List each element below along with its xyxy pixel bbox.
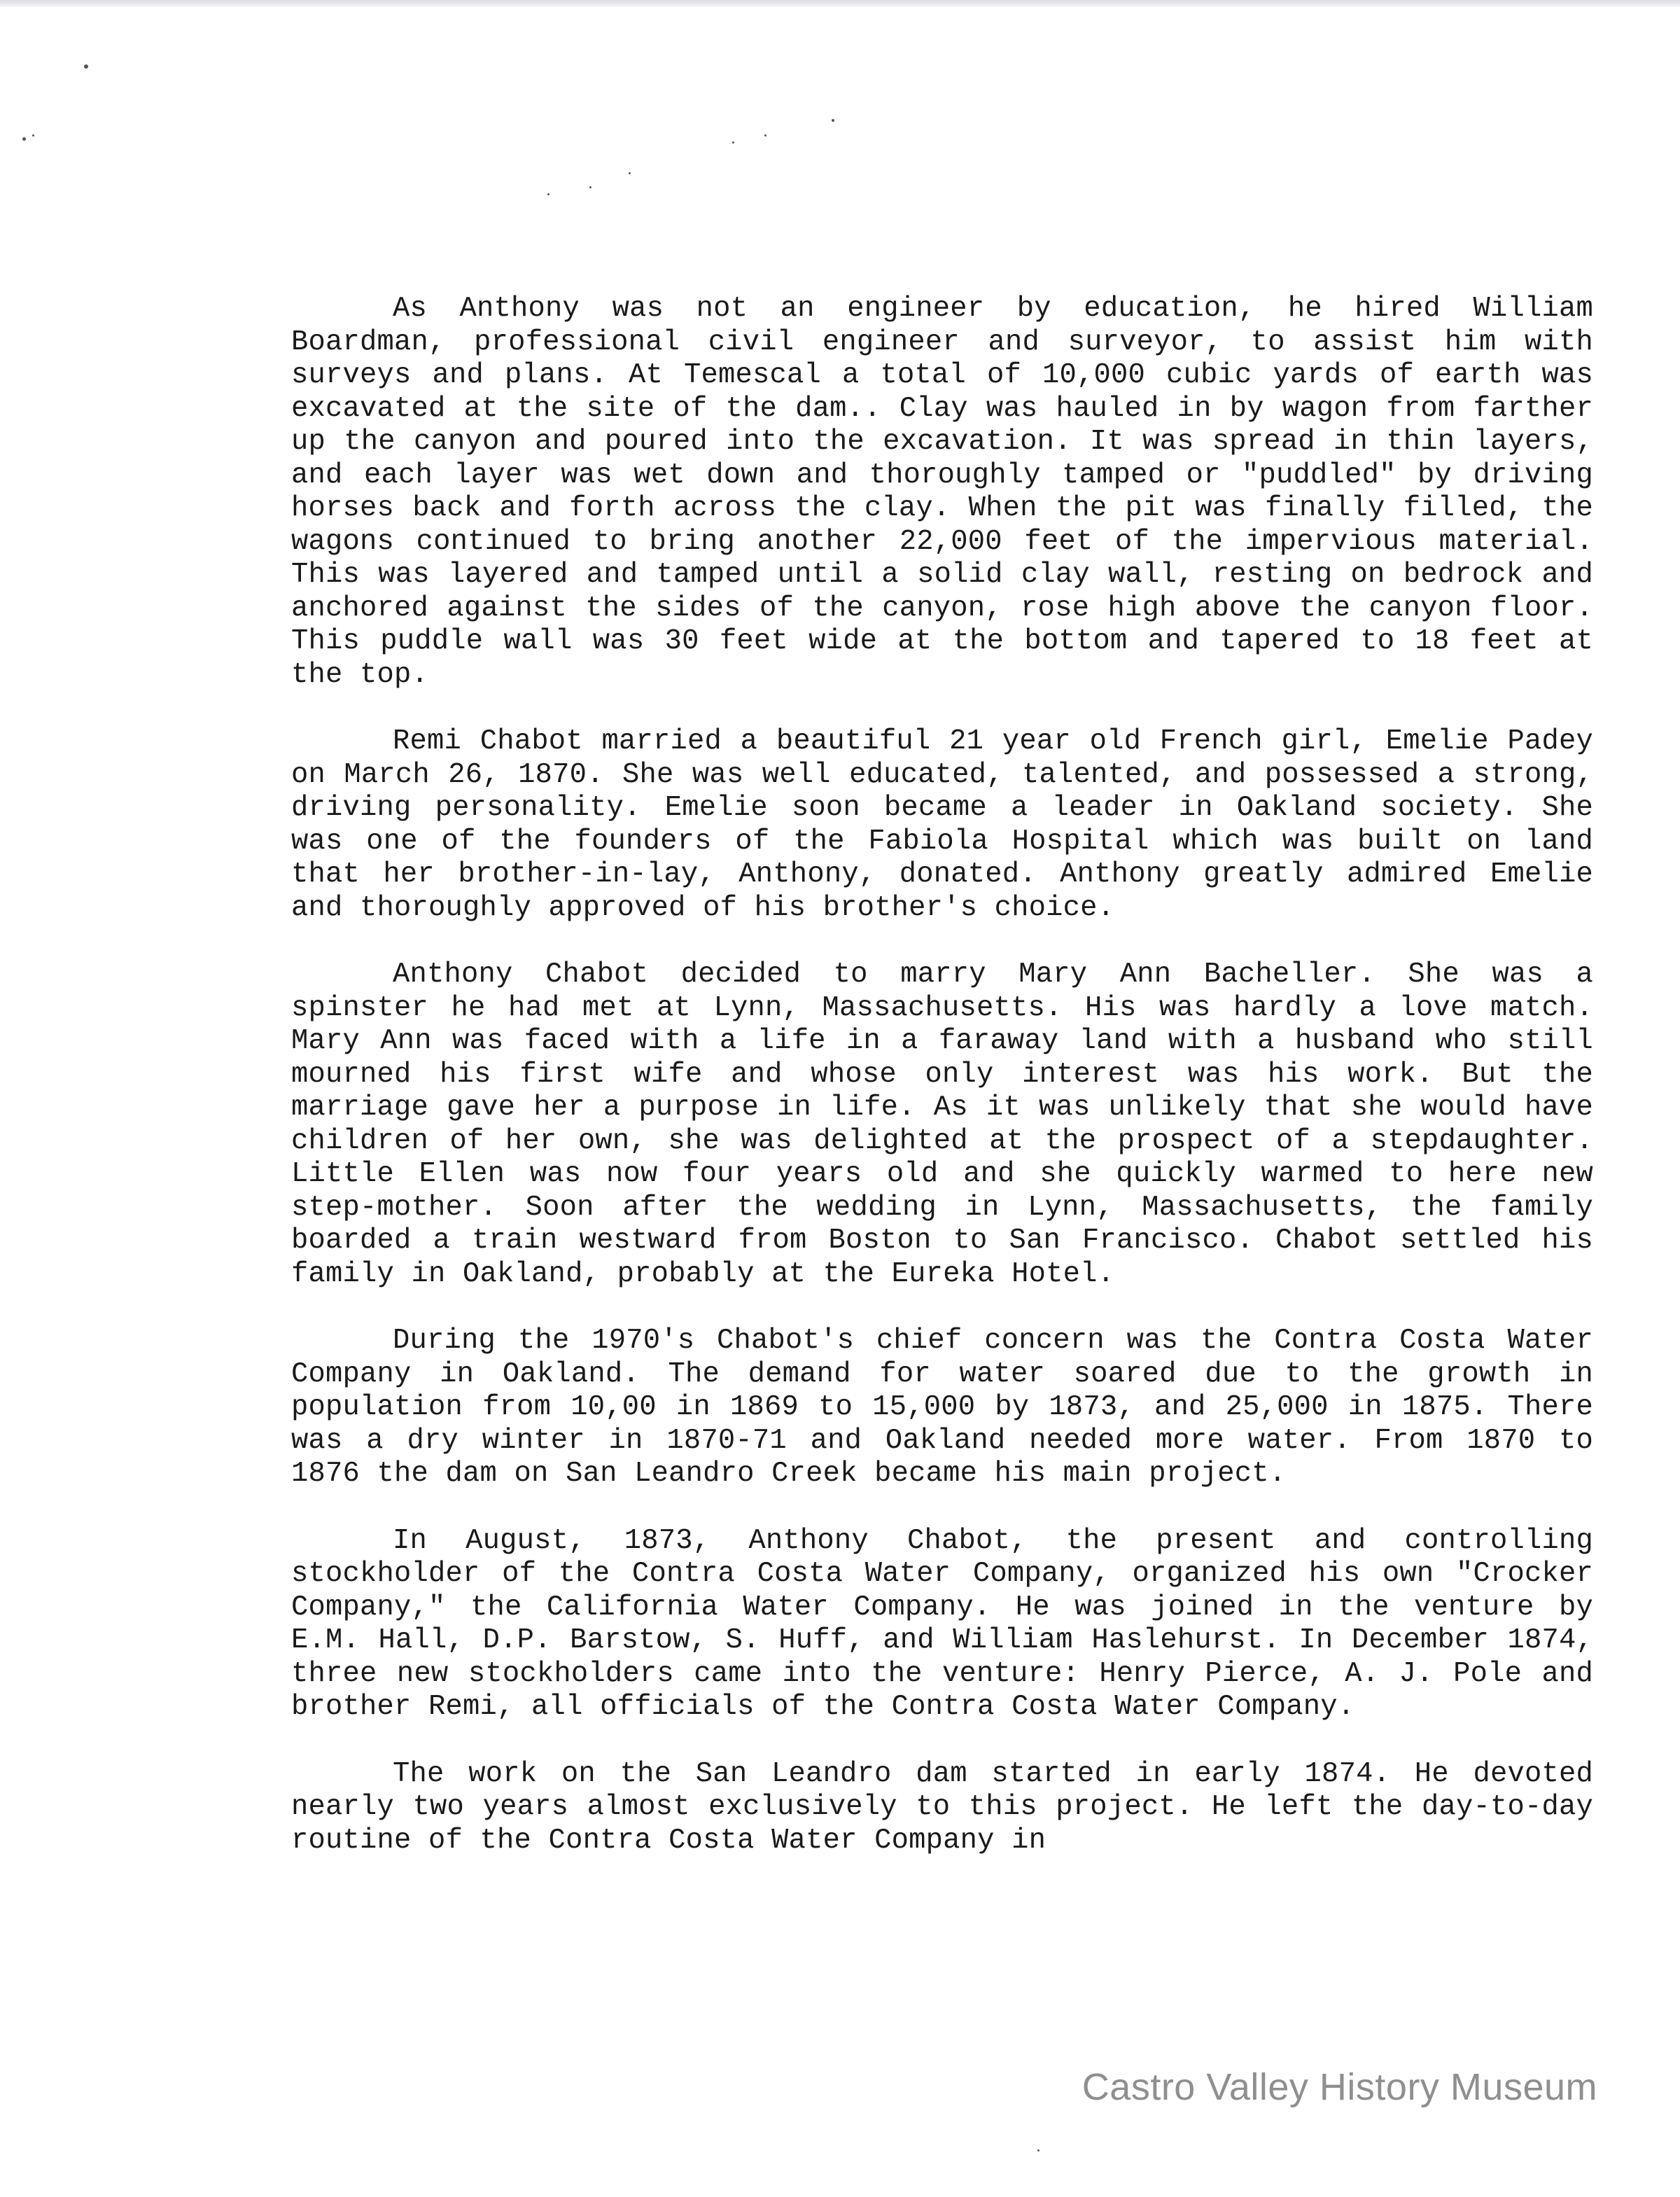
scan-speck bbox=[84, 64, 88, 69]
scan-top-edge bbox=[0, 0, 1680, 7]
paragraph-temescal-dam: As Anthony was not an engineer by education, he hired William Boardman, professional civil engineer and surveyor, to assist him with surveys and plans. At Temescal a total of 10,000 cubic yards of earth was excavated at the site of the dam.. Clay was hauled in by wagon from farther up the canyon and poured into the excavation. It was spread in thin layers, and each layer was wet down and thoroughly tamped or "puddled" by driving horses back and forth across the clay. When the pit was finally filled, the wagons continued to bring another 22,000 feet of the impervious material. This was layered and tamped until a solid clay wall, resting on bedrock and anchored against the sides of the canyon, rose high above the canyon floor. This puddle wall was 30 feet wide at the bottom and tapered to 18 feet at the top. bbox=[291, 293, 1593, 691]
scan-speck bbox=[732, 141, 734, 144]
scan-speck bbox=[589, 186, 592, 188]
paragraph-water-company: During the 1970's Chabot's chief concern was the Contra Costa Water Company in Oakland. The demand for water soared due to the growth in population from 10,00 in 1869 to 15,000 by 1873, and 25,000 in 1875. There was a dry winter in 1870-71 and Oakland needed more water. From 1870 to 1876 the dam on San Leandro Creek became his main project. bbox=[291, 1325, 1593, 1490]
museum-watermark: Castro Valley History Museum bbox=[1082, 2066, 1597, 2108]
scan-speck bbox=[32, 134, 34, 137]
typed-page-body bbox=[291, 293, 1593, 1857]
scan-speck bbox=[832, 119, 834, 122]
scan-speck bbox=[547, 193, 550, 195]
scan-speck bbox=[1037, 2149, 1040, 2151]
paragraph-remi-marriage: Remi Chabot married a beautiful 21 year old French girl, Emelie Padey on March 26, 1870. She was well educated, talented, and possessed a strong, driving personality. Emelie soon became a leader in Oakland society. She was one of the founders of the Fabiola Hospital which was built on land that her brother-in-lay, Anthony, donated. Anthony greatly admired Emelie and thoroughly approved of his brother's choice. bbox=[291, 725, 1593, 924]
paragraph-san-leandro-dam: The work on the San Leandro dam started in early 1874. He devoted nearly two years almost exclusively to this project. He left the day-to-day routine of the Contra Costa Water Company in bbox=[291, 1757, 1593, 1857]
paragraph-california-water-company: In August, 1873, Anthony Chabot, the present and controlling stockholder of the Contra Costa Water Company, organized his own "Crocker Company," the California Water Company. He was joined in the venture by E.M. Hall, D.P. Barstow, S. Huff, and William Haslehurst. In December 1874, three new stockholders came into the venture: Henry Pierce, A. J. Pole and brother Remi, all officials of the Contra Costa Water Company. bbox=[291, 1524, 1593, 1723]
scan-speck bbox=[22, 137, 26, 141]
paragraph-anthony-marriage: Anthony Chabot decided to marry Mary Ann Bacheller. She was a spinster he had met at Lynn, Massachusetts. His was hardly a love match. Mary Ann was faced with a life in a faraway land with a husband who still mourned his first wife and whose only interest was his work. But the marriage gave her a purpose in life. As it was unlikely that she would have children of her own, she was delighted at the prospect of a stepdaughter. Little Ellen was now four years old and she quickly warmed to here new step-mother. Soon after the wedding in Lynn, Massachusetts, the family boarded a train westward from Boston to San Francisco. Chabot settled his family in Oakland, probably at the Eureka Hotel. bbox=[291, 958, 1593, 1290]
scan-speck bbox=[764, 134, 766, 137]
scan-speck bbox=[629, 172, 631, 174]
